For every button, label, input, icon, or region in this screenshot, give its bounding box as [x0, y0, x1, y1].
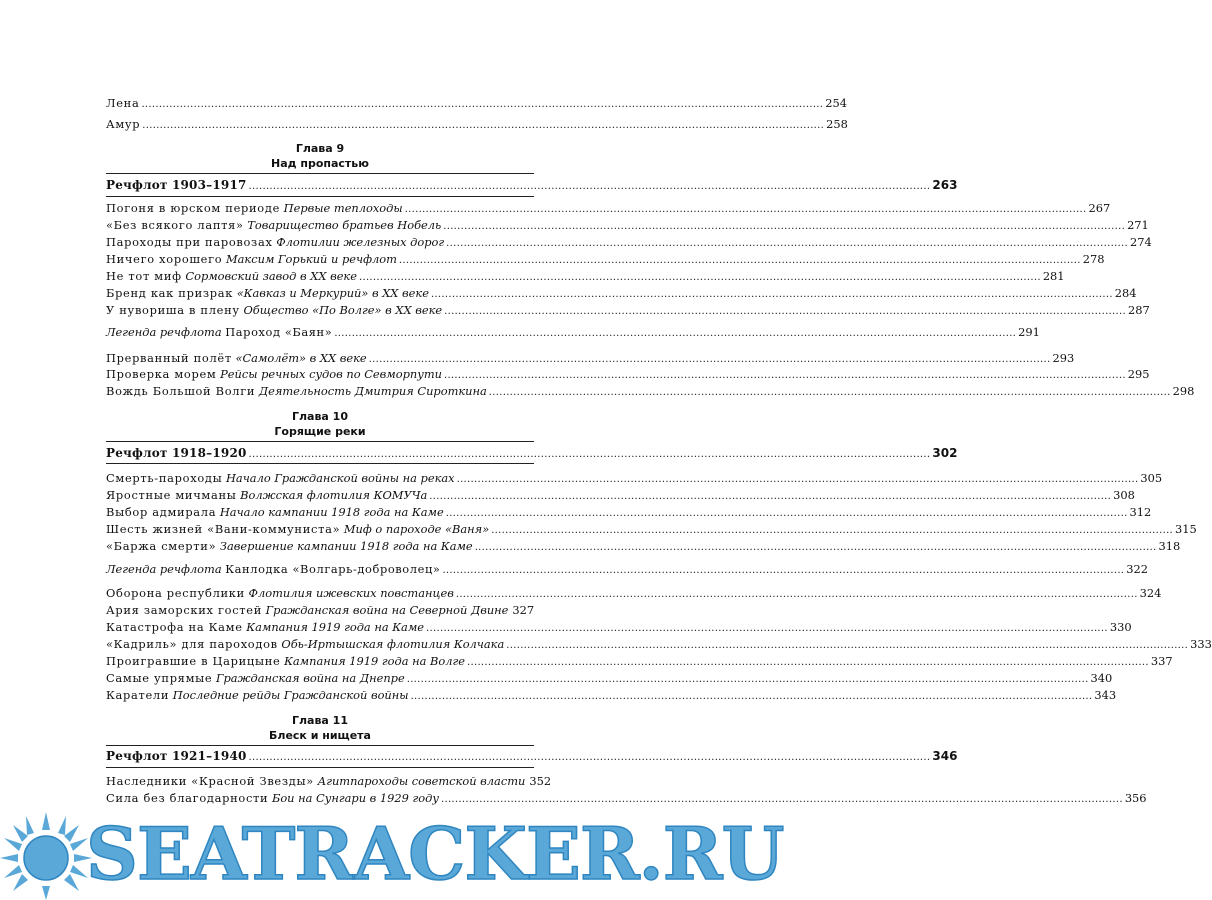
period-title: Речфлот 1903–1917 [106, 178, 247, 192]
legend-subject: Канлодка «Волгарь-доброволец» [225, 562, 441, 576]
leader-dots [249, 448, 931, 462]
entry-subtitle: Начало кампании 1918 года на Каме [219, 505, 444, 519]
legend-label: Легенда речфлота [106, 325, 222, 339]
entry-title: «Без всякого лаптя» [106, 218, 244, 232]
entry-title: Катастрофа на Каме [106, 620, 243, 634]
period-entry[interactable] [106, 178, 958, 194]
leader-dots [443, 220, 1125, 234]
entry-title: Вождь Большой Волги [106, 384, 256, 398]
leader-dots [446, 237, 1128, 251]
leader-dots [489, 386, 1171, 400]
entry-subtitle: Гражданская война на Северной Двине [265, 603, 509, 617]
page-number: 337 [1150, 654, 1173, 668]
entry-subtitle: «Кавказ и Меркурий» в XX веке [236, 286, 429, 300]
legend-entry[interactable] [106, 562, 1149, 578]
page-number: 352 [529, 774, 552, 788]
toc-entry[interactable] [106, 488, 1135, 504]
legend-entry[interactable] [106, 325, 1040, 341]
period-entry[interactable] [106, 749, 958, 765]
entry-title: Выбор адмирала [106, 505, 217, 519]
divider [106, 463, 534, 464]
page-number: 267 [1088, 201, 1111, 215]
page-number: 281 [1042, 269, 1065, 283]
leader-dots [426, 622, 1108, 636]
legend-label: Легенда речфлота [106, 562, 222, 576]
toc-entry[interactable] [106, 471, 1163, 487]
leader-dots [444, 369, 1126, 383]
page-number: 322 [1126, 562, 1149, 576]
chapter-label: Глава 11 [291, 714, 348, 727]
leader-dots [467, 656, 1149, 670]
period-title: Речфлот 1921–1940 [106, 749, 247, 763]
entry-title: «Баржа смерти» [106, 539, 217, 553]
chapter-title: Блеск и нищета [269, 729, 371, 742]
sun-icon [0, 808, 92, 900]
leader-dots [446, 507, 1128, 521]
entry-subtitle: Миф о пароходе «Ваня» [343, 522, 490, 536]
toc-entry[interactable] [106, 269, 1065, 285]
toc-entry[interactable] [106, 218, 1149, 234]
leader-dots [141, 98, 823, 112]
toc-entry[interactable] [106, 671, 1113, 687]
page-number: 284 [1114, 286, 1137, 300]
entry-title: Прерванный полёт [106, 351, 232, 365]
page-number: 302 [932, 446, 958, 460]
page-number: 263 [932, 178, 958, 192]
entry-title: Оборона республики [106, 586, 245, 600]
page-number: 346 [932, 749, 958, 763]
entry-title: Проверка морем [106, 367, 217, 381]
toc-entry[interactable] [106, 539, 1181, 555]
page-number: 274 [1130, 235, 1152, 249]
entry-subtitle: Максим Горький и речфлот [225, 252, 397, 266]
divider [106, 173, 534, 174]
divider [106, 767, 534, 768]
toc-entry[interactable] [106, 654, 1173, 670]
leader-dots [444, 305, 1126, 319]
entry-subtitle: «Самолёт» в XX веке [235, 351, 367, 365]
entry-title: Каратели [106, 688, 170, 702]
page-number: 293 [1052, 351, 1075, 365]
page-number: 324 [1139, 586, 1162, 600]
page-number: 305 [1140, 471, 1163, 485]
leader-dots [441, 793, 1123, 807]
entry-title: Ничего хорошего [106, 252, 223, 266]
entry-subtitle: Завершение кампании 1918 года на Каме [219, 539, 473, 553]
entry-title: Погоня в юрском периоде [106, 201, 281, 215]
page-number: 333 [1190, 637, 1212, 651]
toc-entry[interactable] [106, 235, 1152, 251]
leader-dots [475, 541, 1157, 555]
toc-entry[interactable] [106, 252, 1105, 268]
toc-entry[interactable] [106, 774, 552, 790]
toc-entry[interactable] [106, 603, 534, 619]
leader-dots [334, 327, 1016, 341]
toc-entry[interactable] [106, 286, 1137, 302]
watermark-text: SEATRACKER.RU [86, 811, 784, 896]
toc-entry-lena[interactable] [106, 96, 848, 112]
leader-dots [407, 673, 1089, 687]
entry-subtitle: Флотилии железных дорог [276, 235, 445, 249]
chapter-title: Горящие реки [274, 425, 366, 438]
page-number: 298 [1172, 384, 1195, 398]
page-number: 312 [1129, 505, 1152, 519]
entry-subtitle: Рейсы речных судов по Севморпути [220, 367, 442, 381]
leader-dots [429, 490, 1111, 504]
chapter-title: Над пропастью [271, 157, 369, 170]
entry-title: У нувориша в плену [106, 303, 240, 317]
page-number: 318 [1158, 539, 1181, 553]
leader-dots [369, 353, 1051, 367]
divider [106, 745, 534, 746]
leader-dots [399, 254, 1081, 268]
page-number: 308 [1113, 488, 1135, 502]
leader-dots [457, 473, 1139, 487]
page-number: 330 [1109, 620, 1132, 634]
legend-subject: Пароход «Баян» [225, 325, 333, 339]
leader-dots [431, 288, 1113, 302]
page-number: 291 [1018, 325, 1040, 339]
entry-subtitle: Обь-Иртышская флотилия Колчака [281, 637, 505, 651]
entry-subtitle: Флотилия ижевских повстанцев [248, 586, 454, 600]
entry-title: Лена [106, 96, 140, 110]
chapter-label: Глава 9 [295, 142, 345, 155]
leader-dots [491, 524, 1173, 538]
leader-dots [142, 119, 824, 133]
leader-dots [442, 564, 1124, 578]
period-entry[interactable] [106, 446, 958, 462]
entry-subtitle: Последние рейды Гражданской войны [172, 688, 409, 702]
toc-entry[interactable] [106, 505, 1152, 521]
page-number: 315 [1175, 522, 1197, 536]
leader-dots [405, 203, 1087, 217]
chapter-label: Глава 10 [291, 410, 348, 423]
page-number: 278 [1082, 252, 1105, 266]
page-number: 271 [1127, 218, 1149, 232]
page-number: 254 [825, 96, 848, 110]
toc-entry[interactable] [106, 522, 1197, 538]
entry-subtitle: Кампания 1919 года на Каме [246, 620, 425, 634]
toc-entry[interactable] [106, 303, 1150, 319]
entry-title: «Кадриль» для пароходов [106, 637, 278, 651]
entry-title: Яростные мичманы [106, 488, 237, 502]
toc-entry[interactable] [106, 586, 1162, 602]
page-number: 258 [826, 117, 848, 131]
toc-entry[interactable] [106, 688, 1117, 704]
entry-subtitle: Гражданская война на Днепре [215, 671, 405, 685]
entry-subtitle: Товарищество братьев Нобель [247, 218, 442, 232]
leader-dots [456, 588, 1138, 602]
page-number: 356 [1124, 791, 1147, 805]
entry-title: Проигравшие в Царицыне [106, 654, 281, 668]
entry-title: Самые упрямые [106, 671, 213, 685]
entry-title: Смерть-пароходы [106, 471, 223, 485]
toc-entry[interactable] [106, 620, 1132, 636]
toc-entry[interactable] [106, 351, 1075, 367]
entry-subtitle: Сормовский завод в XX веке [185, 269, 357, 283]
leader-dots [506, 639, 1188, 653]
entry-title: Бренд как призрак [106, 286, 234, 300]
entry-subtitle: Волжская флотилия КОМУЧа [240, 488, 428, 502]
entry-title: Наследники «Красной Звезды» [106, 774, 314, 788]
entry-subtitle: Общество «По Волге» в XX веке [243, 303, 443, 317]
divider [106, 196, 534, 197]
leader-dots [359, 271, 1041, 285]
leader-dots [249, 180, 931, 194]
entry-title: Пароходы при паровозах [106, 235, 273, 249]
entry-subtitle: Агитпароходы советской власти [317, 774, 526, 788]
toc-entry-amur[interactable] [106, 117, 848, 133]
entry-subtitle: Первые теплоходы [283, 201, 403, 215]
period-title: Речфлот 1918–1920 [106, 446, 247, 460]
page-number: 343 [1094, 688, 1117, 702]
watermark [0, 808, 784, 900]
page-number: 340 [1090, 671, 1113, 685]
leader-dots [249, 751, 931, 765]
page-number: 295 [1127, 367, 1150, 381]
entry-subtitle: Деятельность Дмитрия Сироткина [258, 384, 487, 398]
toc-entry[interactable] [106, 637, 1212, 653]
entry-title: Шесть жизней «Вани-коммуниста» [106, 522, 341, 536]
entry-subtitle: Кампания 1919 года на Волге [284, 654, 466, 668]
entry-title: Ария заморских гостей [106, 603, 263, 617]
toc-entry[interactable] [106, 791, 1147, 807]
entry-title: Сила без благодарности [106, 791, 269, 805]
toc-entry[interactable] [106, 201, 1111, 217]
toc-entry[interactable] [106, 367, 1150, 383]
page-number: 287 [1127, 303, 1150, 317]
divider [106, 441, 534, 442]
entry-title: Амур [106, 117, 141, 131]
page-number: 327 [512, 603, 535, 617]
entry-title: Не тот миф [106, 269, 182, 283]
toc-entry[interactable] [106, 384, 1195, 400]
leader-dots [411, 690, 1093, 704]
entry-subtitle: Начало Гражданской войны на реках [225, 471, 455, 485]
entry-subtitle: Бои на Сунгари в 1929 году [271, 791, 439, 805]
